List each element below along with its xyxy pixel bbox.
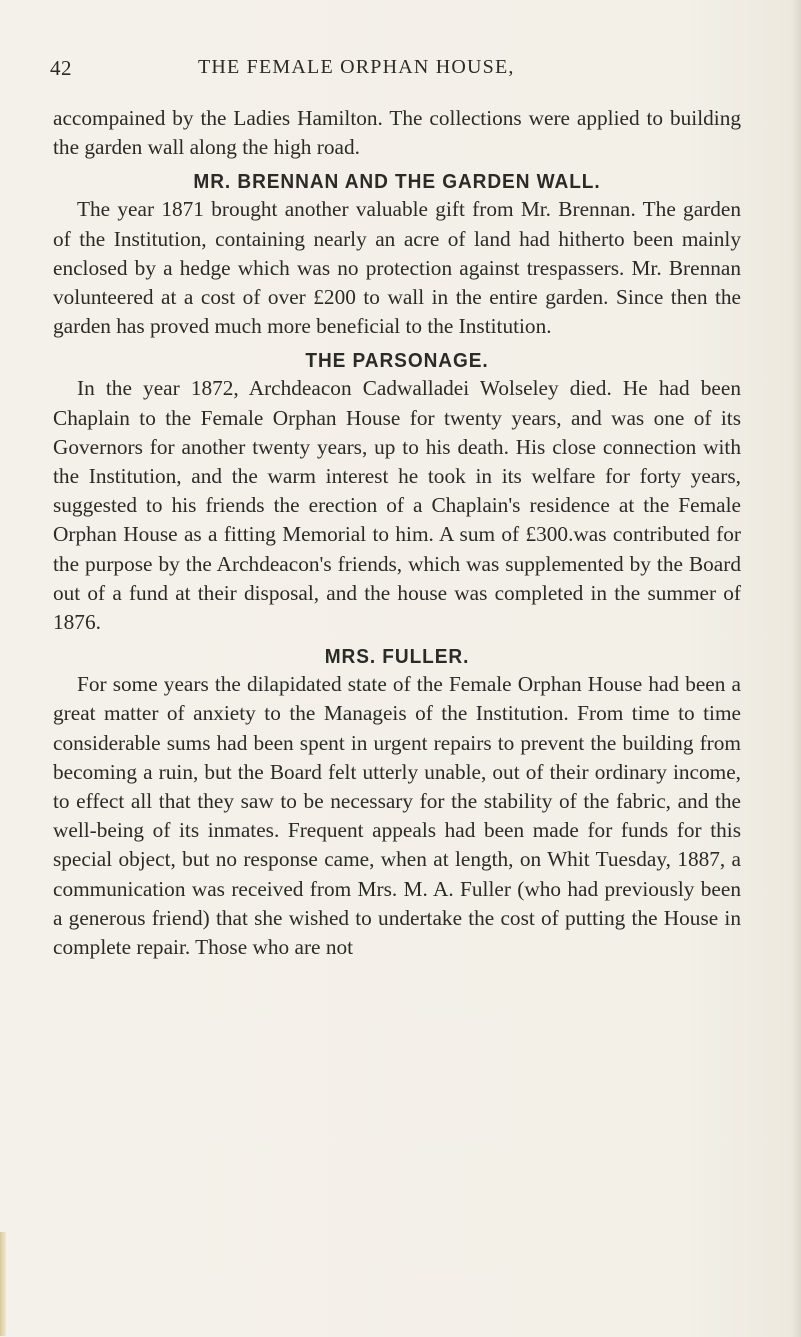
section-paragraph-parsonage: In the year 1872, Archdeacon Cadwalladei Wolseley died. He had been Chaplain to the Female Orphan House for twenty years, and was one of its Governors for another twenty years, up to his death. His close connection with the Institution, and the warm interest he took in its welfare for forty years, suggested to his friends the erection of a Chaplain's residence at the Female Orphan House as a fitting Memorial to him. A sum of £300.was contributed for the purpose by the Archdeacon's friends, which was supplemented by the Board out of a fund at their disposal, and the house was completed in the summer of 1876. [53, 376, 741, 635]
section-paragraph-fuller: For some years the dilapidated state of the Female Orphan House had been a great matter of anxiety to the Manageis of the Institution. From time to time considerable sums had been spent in urgent repairs to prevent the building from becoming a ruin, but the Board felt utterly unable, out of their ordinary income, to effect all that they saw to be necessary for the stability of the fabric, and the well-being of its inmates. Frequent appeals had been made for funds for this special object, but no response came, when at length, on Whit Tuesday, 1887, a communication was received from Mrs. M. A. Fuller (who had previously been a generous friend) that she wished to undertake the cost of putting the House in complete repair. Those who are not [53, 672, 741, 960]
scan-edge-mark [0, 1232, 6, 1336]
section-heading-fuller: MRS. FULLER. [324, 645, 470, 669]
section-heading-brennan: MR. BRENNAN AND THE GARDEN WALL. [193, 170, 601, 194]
page-number: 42 [50, 56, 72, 80]
running-head [50, 56, 750, 86]
body-text [53, 104, 741, 962]
section-heading-parsonage: THE PARSONAGE. [305, 349, 489, 373]
section-paragraph-brennan: The year 1871 brought another valuable gift from Mr. Brennan. The garden of the Institution, containing nearly an acre of land had hitherto been mainly enclosed by a hedge which was no protection against trespassers. Mr. Brennan volunteered at a cost of over £200 to wall in the entire garden. Since then the garden has proved much more beneficial to the Institution. [53, 197, 741, 339]
intro-paragraph: accompained by the Ladies Hamilton. The collections were applied to building the garden wall along the high road. [53, 106, 741, 160]
running-title: THE FEMALE ORPHAN HOUSE, [198, 56, 515, 78]
page-edge-shadow [791, 0, 801, 1337]
